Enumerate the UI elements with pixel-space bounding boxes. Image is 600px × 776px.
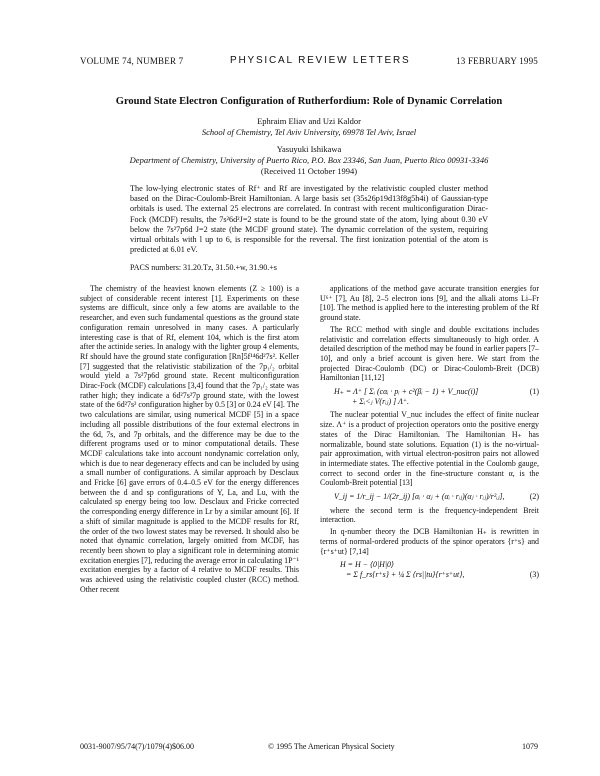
equation-1 [320,387,539,406]
author-block [80,116,538,177]
equation-2-line: V_ij = 1/r_ij − 1/(2r_ij) [αᵢ · αⱼ + (αᵢ · rᵢⱼ)(αⱼ · rᵢⱼ)/r²ᵢⱼ], [334,492,505,502]
equation-2-number: (2) [529,492,539,502]
equation-3 [320,560,539,579]
affiliation-1: School of Chemistry, Tel Aviv University, 69978 Tel Aviv, Israel [201,127,417,137]
running-header [80,56,538,70]
pacs-numbers: PACS numbers: 31.20.Tz, 31.50.+w, 31.90.+s [130,263,277,272]
equation-3-line-1: H = H − ⟨0|H|0⟩ [340,560,395,570]
paragraph-breit: where the second term is the frequency-independent Breit interaction. [320,505,539,525]
paragraph-rcc-method: The RCC method with single and double excitations includes relativistic and correlation effects simultaneously to high order. A detailed description of the method may be found in earlier papers [7–10], and only a brief account is given here. We start from the projected Dirac-Coulomb (DC) or Dirac-Coulomb-Breit (DCB) Hamiltonian [11,12] [320,324,539,383]
volume-number: VOLUME 74, NUMBER 7 [80,56,184,66]
intro-paragraph: The chemistry of the heaviest known elements (Z ≥ 100) is a subject of considerable recent interest [1]. Experiments on these systems are difficult, since only a few atoms are available to the researcher, and even such fundamental questions as the ground state configuration remain unresolved in many cases. A particularly interesting case is that of Rf, element 104, which is the first atom after the actinide series. In analogy with the lighter group 4 elements, Rf should have the ground state configuration [Rn]5f¹⁴6d²7s². Keller [7] suggested that the relativistic stabilization of the 7p₁/₂ orbital would yield a 7s²7p6d ground state. Recent multiconfiguration Dirac-Fock (MCDF) calculations [3,4] found that the 7p₁/₂ state was rather high; they indicate a 6d²7s²7p ground state, with the lowest state of the 6d²7s² configuration higher by 0.5 [3] or 0.24 eV [4]. The two calculations are similar, using numerical MCDF [5] in a space including all possible distributions of the four external electrons in the 6d, 7s, and 7p orbitals, and the difference may be due to the different programs used or to minor computational details. These MCDF calculations take into account nondynamic correlation only, which is due to near degeneracy effects and can be included by using a small number of configurations. A similar approach by Desclaux and Fricke [6] gave errors of 0.4–0.5 eV for the energy differences between the d and sp configurations of Y, La, and Lu, with the calculated sp energy being too low. Desclaux and Fricke corrected the corresponding energy difference in Lr by a similar amount [6]. If a shift of similar magnitude is applied to the MCDF results for Rf, the order of the two lowest states may be reversed. It should also be noted that dynamic correlation, largely omitted from MCDF, has recently been shown to play a significant role in determining atomic excitation energies [7], reducing the average error in calculating 1P⁻¹ excitation energies by a factor of 4 relative to MCDF results. This was achieved using the relativistic coupled cluster (RCC) method. Other recent [80,284,299,594]
equation-2 [320,492,539,502]
affiliation-2: Department of Chemistry, University of Puerto Rico, P.O. Box 23346, San Juan, Puerto Rico 00931-3346 [129,155,489,165]
abstract: The low-lying electronic states of Rf⁺ and Rf are investigated by the relativistic coupled cluster method based on the Dirac-Coulomb-Breit Hamiltonian. A large basis set (35s26p19d13f8g5h4i) of Gaussian-type orbitals is used. The external 25 electrons are correlated. In contrast with recent multiconfiguration Dirac-Fock (MCDF) results, the 7s²6d²J=2 state is found to be the ground state of the atom, lying about 0.30 eV below the 7s²7p6d J=2 state (the MCDF ground state). The dynamic correlation of the system, requiring virtual orbitals with l up to 6, is responsible for the reversal. The first ionization potential of the atom is predicted at 6.01 eV. [130,184,488,255]
copyright-notice: © 1995 The American Physical Society [268,742,395,751]
article-title: Ground State Electron Configuration of Rutherfordium: Role of Dynamic Correlation [115,96,503,107]
article-code: 0031-9007/95/74(7)/1079(4)$06.00 [80,742,194,751]
left-column [80,284,299,597]
author-names-1: Ephraim Eliav and Uzi Kaldor [257,116,361,126]
paragraph-applications: applications of the method gave accurate transition energies for U⁶⁺ [7], Au [8], 2–5 electron ions [9], and the alkali atoms Li–Fr [10]. The method is applied here to the interesting problem of the Rf ground state. [320,284,539,323]
equation-3-number: (3) [529,569,539,579]
equation-1-number: (1) [529,387,539,397]
equation-1-line-1: H₊ = Λ⁺ [ Σᵢ (cαᵢ · pᵢ + c²(βᵢ − 1) + V_nuc(i)] [334,387,479,397]
equation-3-line-2: = Σ f_rs{r⁺s} + ¼ Σ ⟨rs||tu⟩{r⁺s⁺ut}, [346,569,465,579]
author-names-2: Yasuyuki Ishikawa [276,144,342,154]
issue-date: 13 FEBRUARY 1995 [456,56,538,66]
equation-1-line-2: + Σᵢ<ⱼ V(rᵢⱼ) ] Λ⁺. [352,396,410,406]
paragraph-q-number: In q-number theory the DCB Hamiltonian H₊ is rewritten in terms of normal-ordered products of the spinor operators {r⁺s} and {r⁺s⁺ut} [7,14] [320,527,539,556]
page-number: 1079 [522,742,538,751]
page-footer [80,742,538,754]
journal-name: PHYSICAL REVIEW LETTERS [230,55,411,66]
received-date: (Received 11 October 1994) [260,166,358,176]
paragraph-nuclear-potential: The nuclear potential V_nuc includes the effect of finite nuclear size. Λ⁺ is a product of projection operators onto the positive energy states of the Dirac Hamiltonian. The Hamiltonian H₊ has normalizable, bound state solutions. Equation (1) is the no-virtual-pair approximation, with virtual electron-positron pairs not allowed in intermediate states. The effective potential in the Coulomb gauge, correct to second order in the fine-structure constant α, is the Coulomb-Breit potential [13] [320,410,539,488]
right-column [320,284,539,584]
